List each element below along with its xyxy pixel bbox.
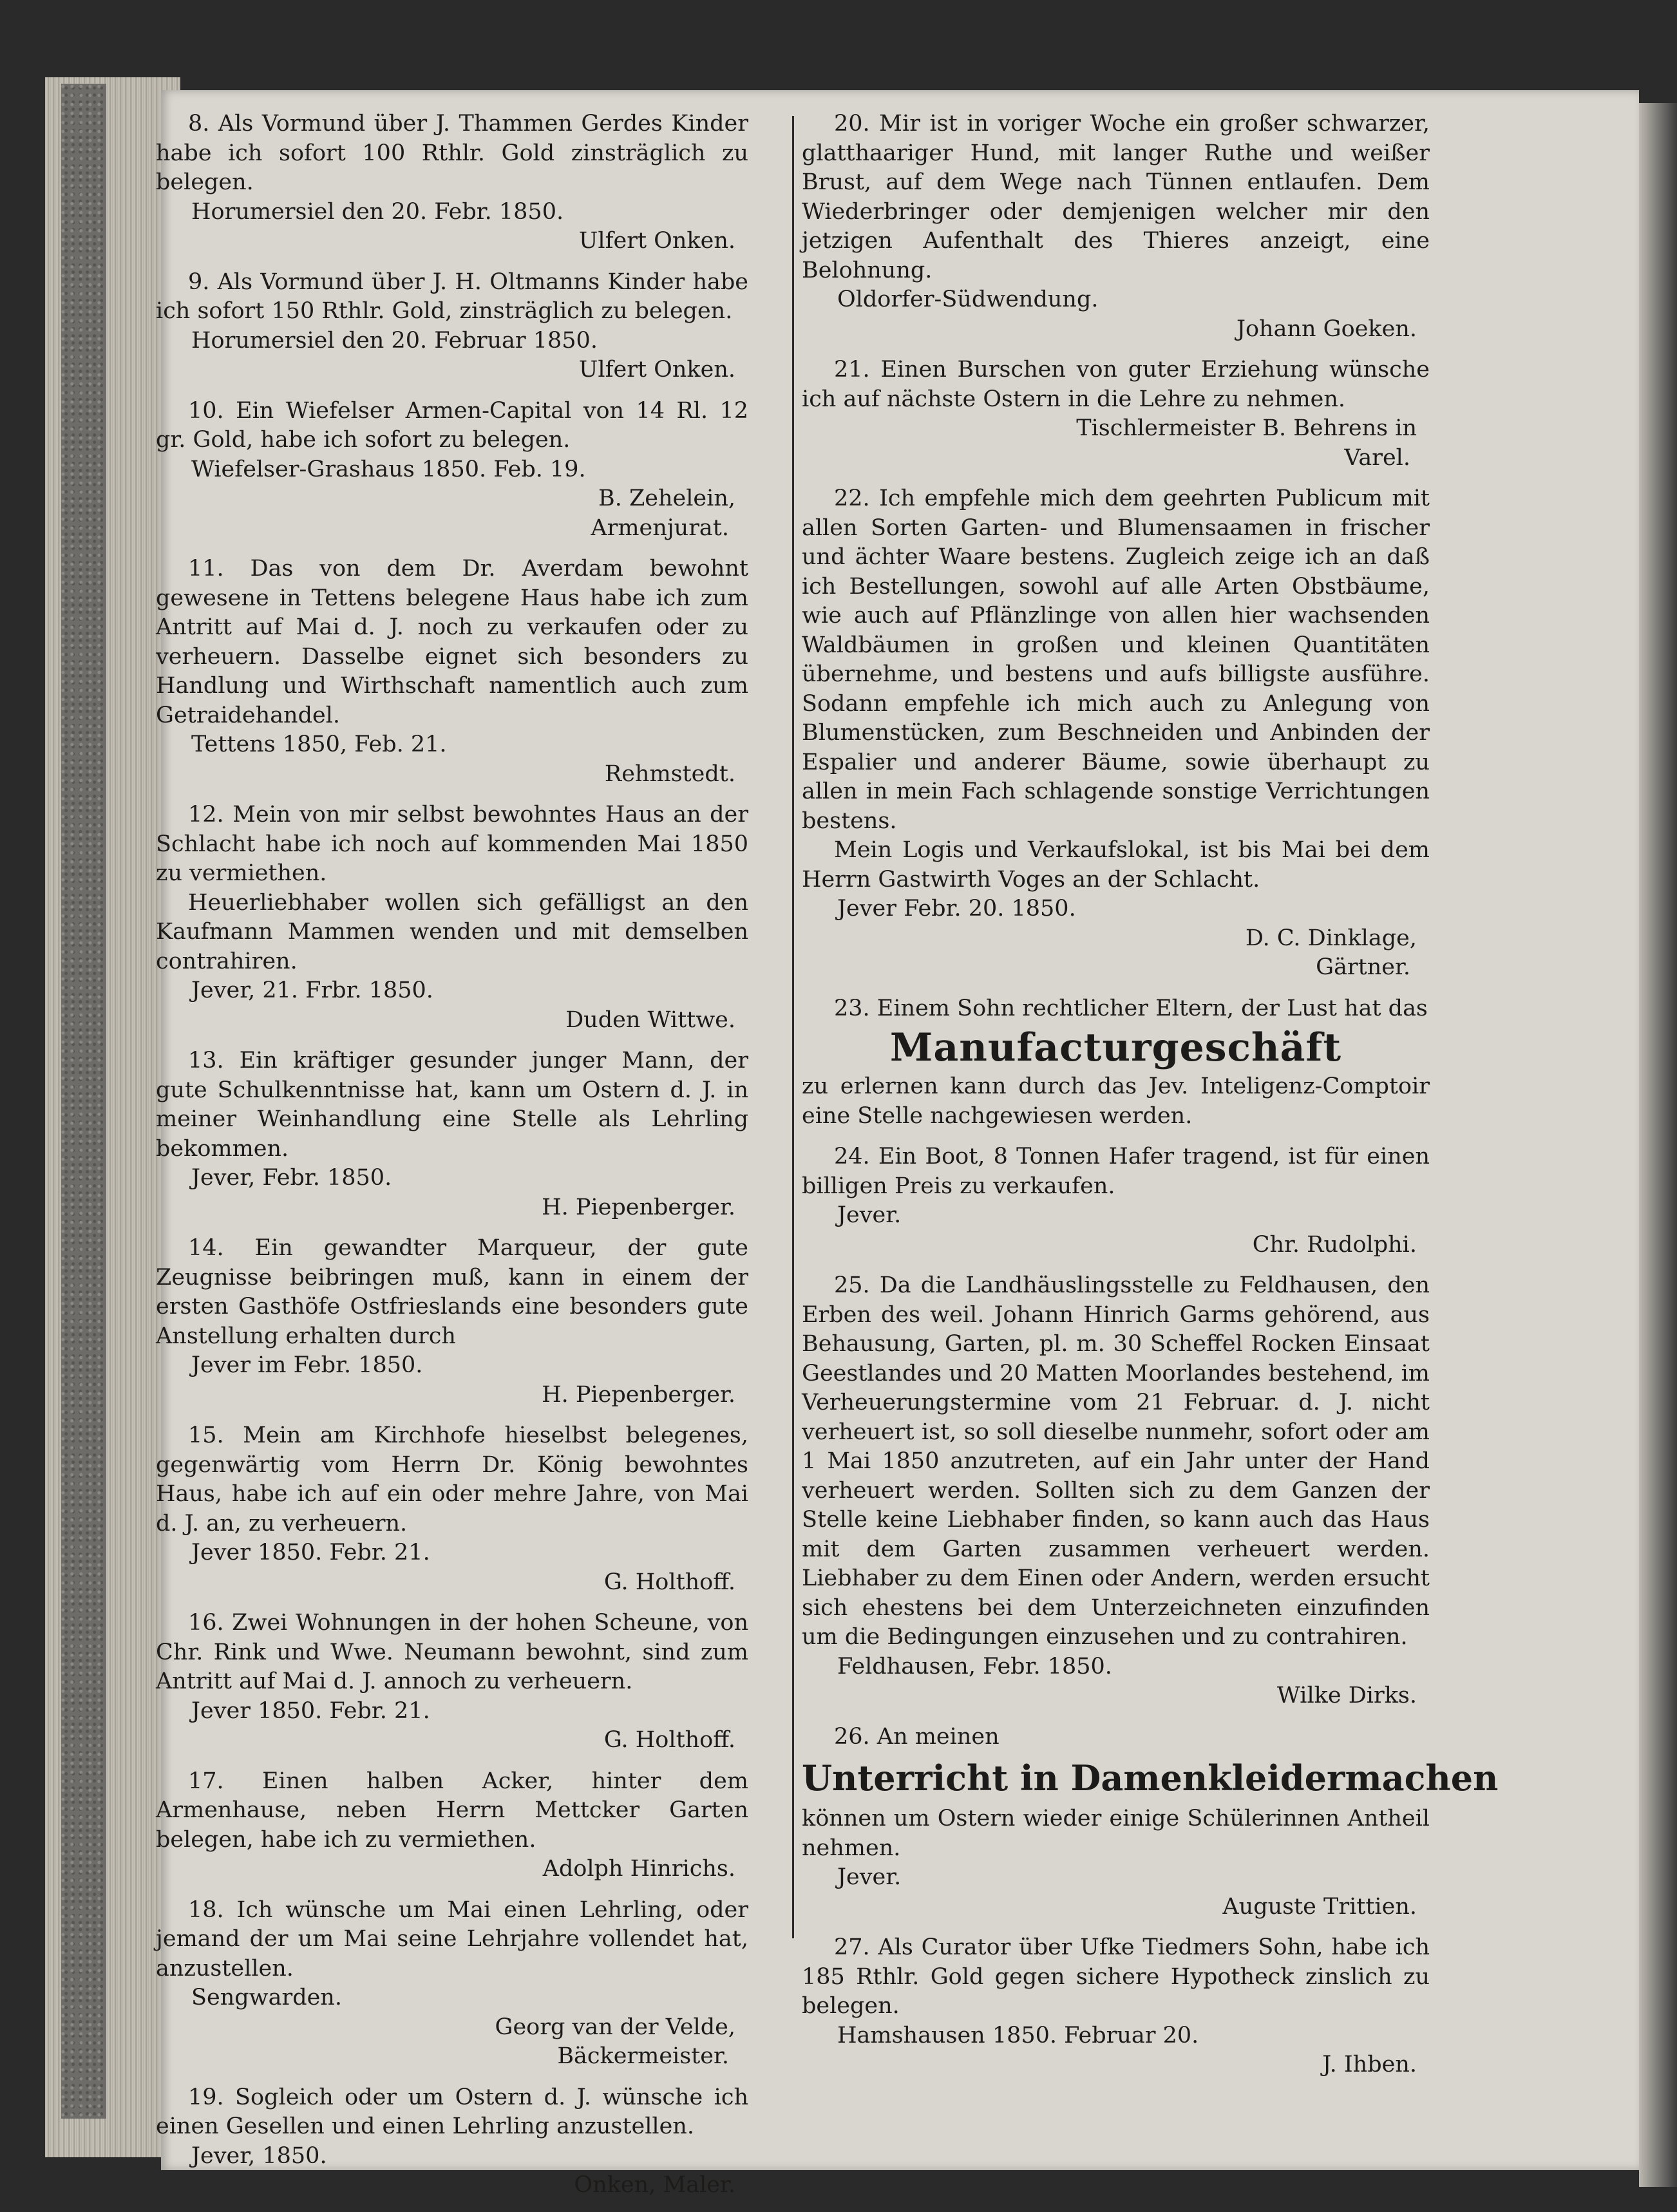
ad-body: zu erlernen kann durch das Jev. Inteligenz-Comptoir eine Stelle nachgewiesen werden. <box>802 1073 1430 1129</box>
ad-signature: Ulfert Onken. <box>578 228 735 254</box>
advertisement <box>156 1609 748 1755</box>
advertisement <box>156 109 748 256</box>
advertisement <box>156 1421 748 1597</box>
ad-body: 24. Ein Boot, 8 Tonnen Hafer tragend, ist für einen billigen Preis zu verkaufen. <box>802 1144 1430 1199</box>
ad-signature: Duden Wittwe. <box>565 1007 735 1033</box>
ad-signature: D. C. Dinklage, <box>1245 925 1417 951</box>
ad-place-date: Jever. <box>837 1202 902 1228</box>
advertisement <box>156 268 748 385</box>
ad-body: 17. Einen halben Acker, hinter dem Armenhause, neben Herrn Mettcker Garten belegen, habe ich zu vermiethen. <box>156 1768 748 1853</box>
ad-signature: H. Piepenberger. <box>542 1381 735 1408</box>
advertisement <box>802 484 1430 983</box>
ad-body-continued: Mein Logis und Verkaufslokal, ist bis Mai bei dem Herrn Gastwirth Voges an der Schlacht. <box>802 837 1430 893</box>
ad-signature: Georg van der Velde, <box>495 2014 735 2040</box>
ad-place-date: Feldhausen, Febr. 1850. <box>837 1653 1112 1679</box>
ad-body-continued: Heuerliebhaber wollen sich gefälligst an den Kaufmann Mammen wenden und mit demselben contrahiren. <box>156 889 748 974</box>
ad-signature: Bäckermeister. <box>557 2043 729 2069</box>
ad-place-date: Jever 1850. Febr. 21. <box>191 1540 430 1565</box>
page-right-shadow <box>1639 103 1677 2187</box>
advertisement <box>156 554 748 789</box>
ad-signature: Onken, Maler. <box>574 2172 735 2198</box>
ad-place-date: Jever im Febr. 1850. <box>191 1352 423 1378</box>
ad-body: 12. Mein von mir selbst bewohntes Haus an der Schlacht habe ich noch auf kommenden Mai 1850 zu vermiethen. <box>156 802 748 886</box>
advertisement <box>802 355 1430 473</box>
ad-place-date: Tettens 1850, Feb. 21. <box>191 732 447 757</box>
ad-signature: Wilke Dirks. <box>1276 1683 1417 1708</box>
ad-body: 13. Ein kräftiger gesunder junger Mann, der gute Schulkenntnisse hat, kann um Ostern d. J. in meiner Weinhandlung eine Stelle als Lehrling bekommen. <box>156 1048 748 1162</box>
ad-body: 14. Ein gewandter Marqueur, der gute Zeugnisse beibringen muß, kann in einem der ersten Gasthöfe Ostfrieslands eine besonders gute Anstellung erhalten durch <box>156 1235 748 1349</box>
advertisement <box>802 1933 1430 2080</box>
ad-signature: Ulfert Onken. <box>578 357 735 383</box>
advertisement <box>802 109 1430 344</box>
ad-place-date: Jever 1850. Febr. 21. <box>191 1697 430 1724</box>
ad-place-date: Oldorfer-Südwendung. <box>837 287 1099 312</box>
ad-signature: Chr. Rudolphi. <box>1252 1231 1417 1258</box>
ad-lead-text: 23. Einem Sohn rechtlicher Eltern, der Lust hat das <box>834 995 1428 1021</box>
ad-body: 19. Sogleich oder um Ostern d. J. wünsche ich einen Gesellen und einen Lehrling anzustellen. <box>156 2084 748 2139</box>
ad-body: 8. Als Vormund über J. Thammen Gerdes Kinder habe ich sofort 100 Rthlr. Gold zinsträglich zu belegen. <box>156 111 748 195</box>
ad-place-date: Horumersiel den 20. Febr. 1850. <box>191 198 564 225</box>
ad-body: 27. Als Curator über Ufke Tiedmers Sohn, habe ich 185 Rthlr. Gold gegen sichere Hypotheck zinslich zu belegen. <box>802 1934 1430 2019</box>
ad-signature: B. Zehelein, <box>598 486 735 511</box>
left-column <box>156 109 748 2212</box>
ad-place-date: Wiefelser-Grashaus 1850. Feb. 19. <box>191 456 586 482</box>
ad-body: 21. Einen Burschen von guter Erziehung wünsche ich auf nächste Ostern in die Lehre zu nehmen. <box>802 357 1430 412</box>
ad-signature: Rehmstedt. <box>604 761 735 787</box>
ad-body: 16. Zwei Wohnungen in der hohen Scheune, von Chr. Rink und Wwe. Neumann bewohnt, sind zum Antritt auf Mai d. J. annoch zu verheuern. <box>156 1610 748 1694</box>
ad-signature: G. Holthoff. <box>603 1727 735 1753</box>
ad-heading: Manufacturgeschäft <box>889 1025 1342 1070</box>
advertisement <box>802 1271 1430 1711</box>
advertisement <box>156 800 748 1035</box>
ad-place-date: Hamshausen 1850. Februar 20. <box>837 2022 1199 2048</box>
advertisement <box>156 397 748 544</box>
ad-place-date: Jever, 1850. <box>191 2142 327 2169</box>
ad-body: 10. Ein Wiefelser Armen-Capital von 14 Rl. 12 gr. Gold, habe ich sofort zu belegen. <box>156 397 748 453</box>
ad-signature: Armenjurat. <box>591 515 729 541</box>
advertisement <box>802 1723 1499 1922</box>
ad-body: 15. Mein am Kirchhofe hieselbst belegenes, gegenwärtig vom Herrn Dr. König bewohntes Haus, habe ich auf ein oder mehre Jahre, von Mai d. J. an, zu verheuern. <box>156 1423 748 1536</box>
ad-signature: Tischlermeister B. Behrens in <box>1076 415 1417 441</box>
advertisement <box>802 994 1430 1131</box>
right-column <box>802 109 1499 2092</box>
ad-body: 22. Ich empfehle mich dem geehrten Publicum mit allen Sorten Garten- und Blumensaamen in frischer und ächter Waare bestens. Zugleich zeige ich an daß ich Bestellungen, sowohl auf alle Arten Obstbäume, wie auch auf Pflänzlinge von allen hier wachsenden Waldbäumen in großen und kleinen Quantitäten übernehme, und bestens und aufs billigste ausführe. Sodann empfehle ich mich auch zu Anlegung von Blumenstücken, zum Beschneiden und Anbinden der Espalier und anderer Bäume, sowie überhaupt zu allen in mein Fach schlagende sonstige Verrichtungen bestens. <box>802 486 1430 834</box>
advertisement <box>156 1234 748 1410</box>
ad-body: 25. Da die Landhäuslingsstelle zu Feldhausen, den Erben des weil. Johann Hinrich Garms gehörend, aus Behausung, Garten, pl. m. 30 Scheffel Rocken Einsaat Geestlandes und 20 Matten Moorlandes bestehend, im Verheuerungstermine vom 21 Februar. d. J. nicht verheuert ist, so soll dieselbe nunmehr, sofort oder am 1 Mai 1850 anzutreten, auf ein Jahr unter der Hand verheuert werden. Sollten sich zu dem Ganzen der Stelle keine Liebhaber finden, so kann auch das Haus mit dem Garten zusammen verheuert werden. Liebhaber zu dem Einen oder Andern, werden ersucht sich ehestens bei dem Unterzeichneten einzufinden um die Bedingungen einzusehen und zu contrahiren. <box>802 1272 1430 1650</box>
book-cover-edge <box>61 84 106 2119</box>
ad-signature: Varel. <box>1344 444 1410 471</box>
advertisement <box>156 1767 748 1884</box>
ad-heading: Unterricht in Damenkleidermachen <box>802 1757 1499 1799</box>
advertisement <box>156 1896 748 2072</box>
ad-place-date: Jever. <box>837 1864 902 1890</box>
ad-signature: Gärtner. <box>1316 954 1410 980</box>
advertisement <box>802 1142 1430 1260</box>
ad-lead-text: 26. An meinen <box>834 1723 1000 1750</box>
ad-body: 18. Ich wünsche um Mai einen Lehrling, oder jemand der um Mai seine Lehrjahre vollendet hat, anzustellen. <box>156 1896 748 1981</box>
column-divider <box>792 116 794 1938</box>
ad-signature: G. Holthoff. <box>603 1569 735 1595</box>
ad-body: 9. Als Vormund über J. H. Oltmanns Kinder habe ich sofort 150 Rthlr. Gold, zinsträglich zu belegen. <box>156 269 748 324</box>
ad-place-date: Sengwarden. <box>191 1985 342 2010</box>
advertisement <box>156 1046 748 1222</box>
ad-place-date: Jever, 21. Frbr. 1850. <box>191 978 433 1003</box>
ad-body: 11. Das von dem Dr. Averdam bewohnt gewesene in Tettens belegene Haus habe ich zum Antritt auf Mai d. J. noch zu verkaufen oder zu verheuern. Dasselbe eignet sich besonders zu Handlung und Wirthschaft namentlich auch zum Getraidehandel. <box>156 556 748 728</box>
ad-body: 20. Mir ist in voriger Woche ein großer schwarzer, glatthaariger Hund, mit langer Ruthe und weißer Brust, auf dem Wege nach Tünnen entlaufen. Dem Wiederbringer oder demjenigen welcher mir den jetzigen Aufenthalt des Thieres anzeigt, eine Belohnung. <box>802 111 1430 283</box>
ad-place-date: Jever Febr. 20. 1850. <box>837 896 1076 922</box>
ad-signature: J. Ihben. <box>1322 2052 1417 2077</box>
ad-body: können um Ostern wieder einige Schülerinnen Antheil nehmen. <box>802 1806 1430 1861</box>
ad-signature: Auguste Trittien. <box>1222 1893 1417 1920</box>
ad-signature: H. Piepenberger. <box>542 1194 735 1220</box>
ad-place-date: Horumersiel den 20. Februar 1850. <box>191 327 598 354</box>
advertisement <box>156 2083 748 2200</box>
ad-signature: Adolph Hinrichs. <box>542 1856 735 1882</box>
ad-signature: Johann Goeken. <box>1236 316 1417 342</box>
ad-place-date: Jever, Febr. 1850. <box>191 1165 392 1191</box>
